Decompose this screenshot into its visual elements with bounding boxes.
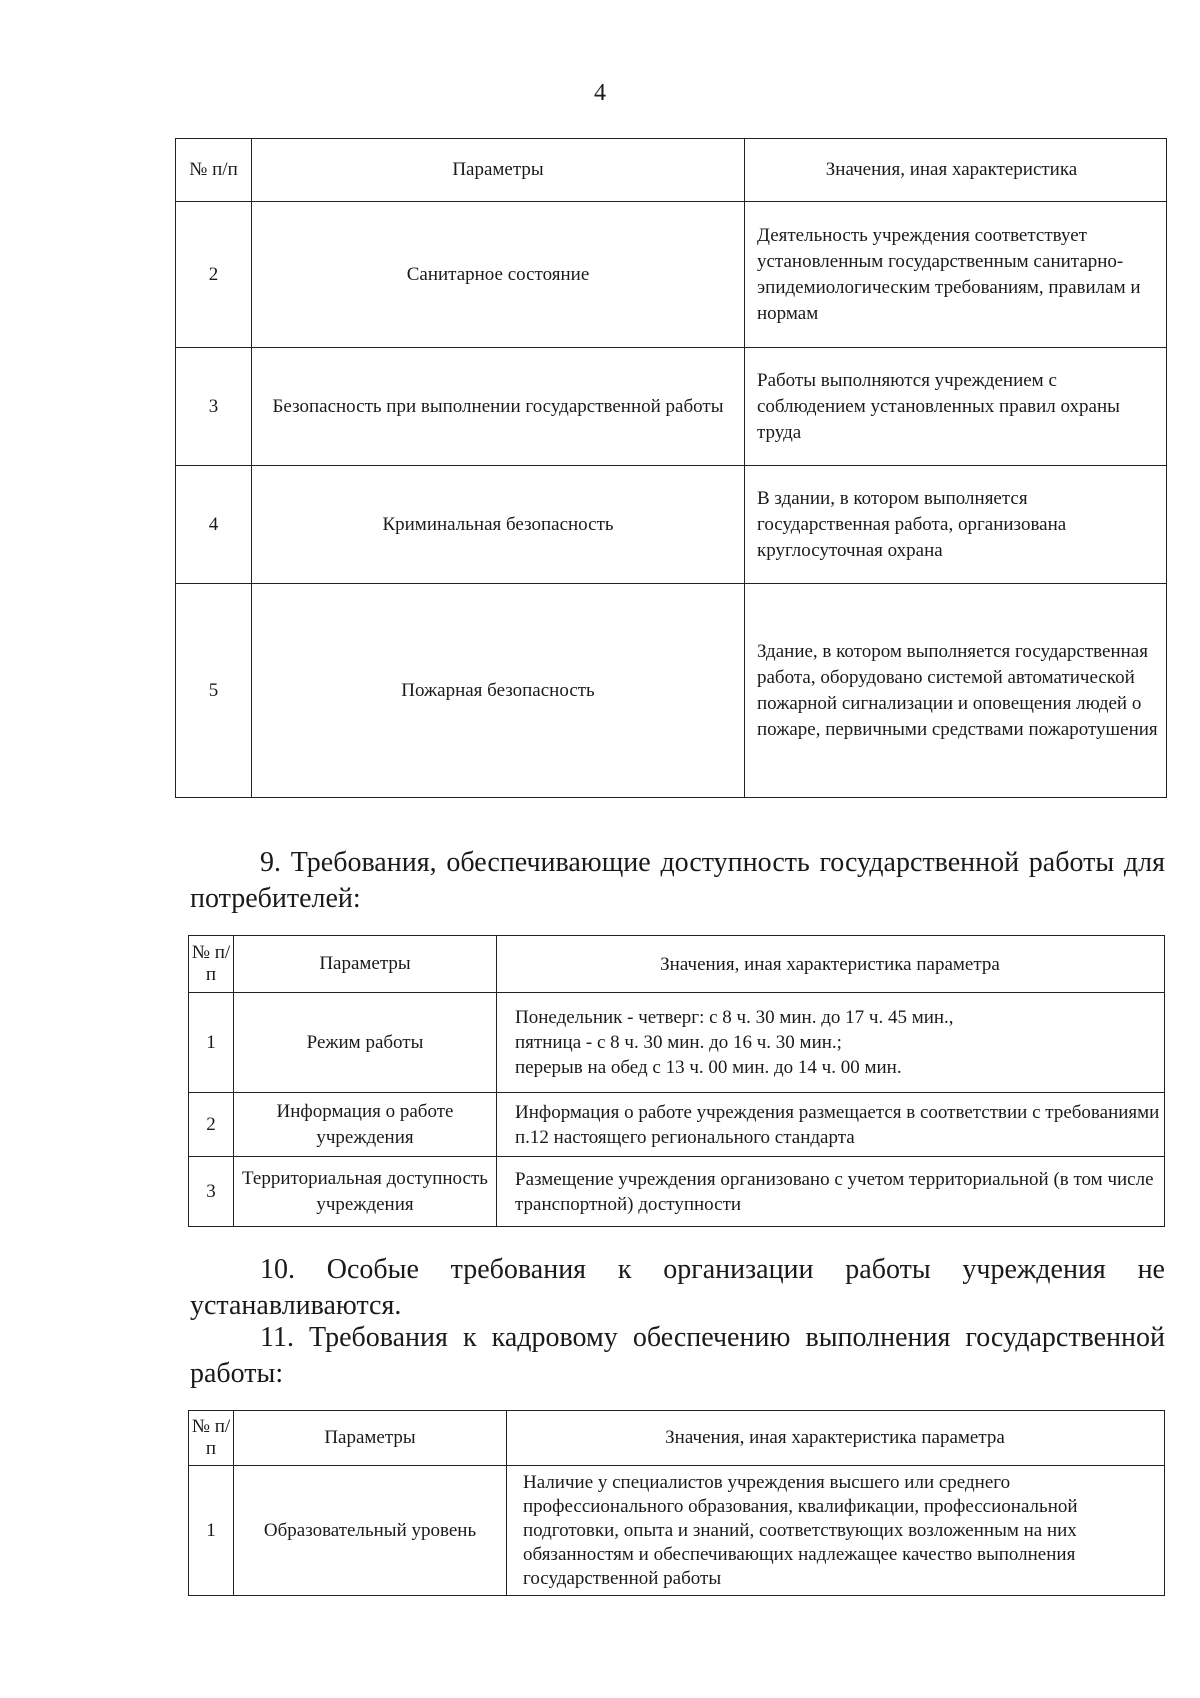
value-line: Информация о работе учреждения размещается в соответствии с требованиями п.12 настоящего регионального стандарта — [515, 1101, 1160, 1148]
header-values: Значения, иная характеристика параметра — [497, 936, 1165, 993]
row-value: В здании, в котором выполняется государственная работа, организована круглосуточная охрана — [745, 466, 1167, 584]
header-parameters: Параметры — [234, 1411, 507, 1466]
row-parameter: Пожарная безопасность — [252, 584, 745, 798]
row-parameter: Территориальная доступность учреждения — [234, 1157, 497, 1227]
accessibility-requirements-table — [188, 935, 1165, 1227]
row-parameter: Режим работы — [234, 993, 497, 1093]
table-row — [176, 348, 1167, 466]
row-value — [497, 1093, 1165, 1157]
page-number: 4 — [594, 80, 606, 106]
row-value: Работы выполняются учреждением с соблюдением установленных правил охраны труда — [745, 348, 1167, 466]
row-number: 4 — [176, 466, 252, 584]
row-number: 1 — [189, 1466, 234, 1596]
header-number: № п/п — [176, 139, 252, 202]
value-line: пятница - с 8 ч. 30 мин. до 16 ч. 30 мин.; — [515, 1032, 842, 1053]
row-value — [497, 1157, 1165, 1227]
section-11-heading: 11. Требования к кадровому обеспечению выполнения государственной работы: — [190, 1322, 1165, 1389]
row-number: 1 — [189, 993, 234, 1093]
row-number: 2 — [189, 1093, 234, 1157]
header-values: Значения, иная характеристика параметра — [507, 1411, 1165, 1466]
row-value: Здание, в котором выполняется государственная работа, оборудовано системой автоматической пожарной сигнализации и оповещения людей о пожаре, первичными средствами пожаротушения — [745, 584, 1167, 798]
header-number: № п/п — [189, 1411, 234, 1466]
header-parameters: Параметры — [234, 936, 497, 993]
table-row — [189, 1093, 1165, 1157]
row-number: 3 — [189, 1157, 234, 1227]
table-row — [176, 202, 1167, 348]
value-line: Размещение учреждения организовано с учетом территориальной (в том числе транспортной) доступности — [515, 1168, 1154, 1215]
table-row — [189, 1157, 1165, 1227]
header-parameters: Параметры — [252, 139, 745, 202]
value-line: перерыв на обед с 13 ч. 00 мин. до 14 ч. 00 мин. — [515, 1057, 902, 1078]
table-row — [189, 1466, 1165, 1596]
table-header-row — [176, 139, 1167, 202]
row-number: 3 — [176, 348, 252, 466]
row-parameter: Информация о работе учреждения — [234, 1093, 497, 1157]
staffing-requirements-table — [188, 1410, 1165, 1596]
table-row — [176, 466, 1167, 584]
row-number: 2 — [176, 202, 252, 348]
row-parameter: Образовательный уровень — [234, 1466, 507, 1596]
value-line: Понедельник - четверг: с 8 ч. 30 мин. до 17 ч. 45 мин., — [515, 1007, 954, 1028]
row-value: Деятельность учреждения соответствует установленным государственным санитарно-эпидемиологическим требованиям, правилам и нормам — [745, 202, 1167, 348]
header-values: Значения, иная характеристика — [745, 139, 1167, 202]
table-row — [176, 584, 1167, 798]
safety-requirements-table — [175, 138, 1167, 798]
table-header-row — [189, 1411, 1165, 1466]
row-value — [497, 993, 1165, 1093]
table-row — [189, 993, 1165, 1093]
row-parameter: Безопасность при выполнении государственной работы — [252, 348, 745, 466]
header-number: № п/п — [189, 936, 234, 993]
row-number: 5 — [176, 584, 252, 798]
row-value: Наличие у специалистов учреждения высшего или среднего профессионального образования, квалификации, профессиональной подготовки, опыта и знаний, соответствующих возложенным на них обязанностям и обеспечивающих надлежащее качество выполнения государственной работы — [507, 1466, 1165, 1596]
row-parameter: Криминальная безопасность — [252, 466, 745, 584]
table-header-row — [189, 936, 1165, 993]
section-9-heading: 9. Требования, обеспечивающие доступность государственной работы для потребителей: — [190, 847, 1165, 914]
section-10-text: 10. Особые требования к организации работы учреждения не устанавливаются. — [190, 1254, 1165, 1321]
row-parameter: Санитарное состояние — [252, 202, 745, 348]
